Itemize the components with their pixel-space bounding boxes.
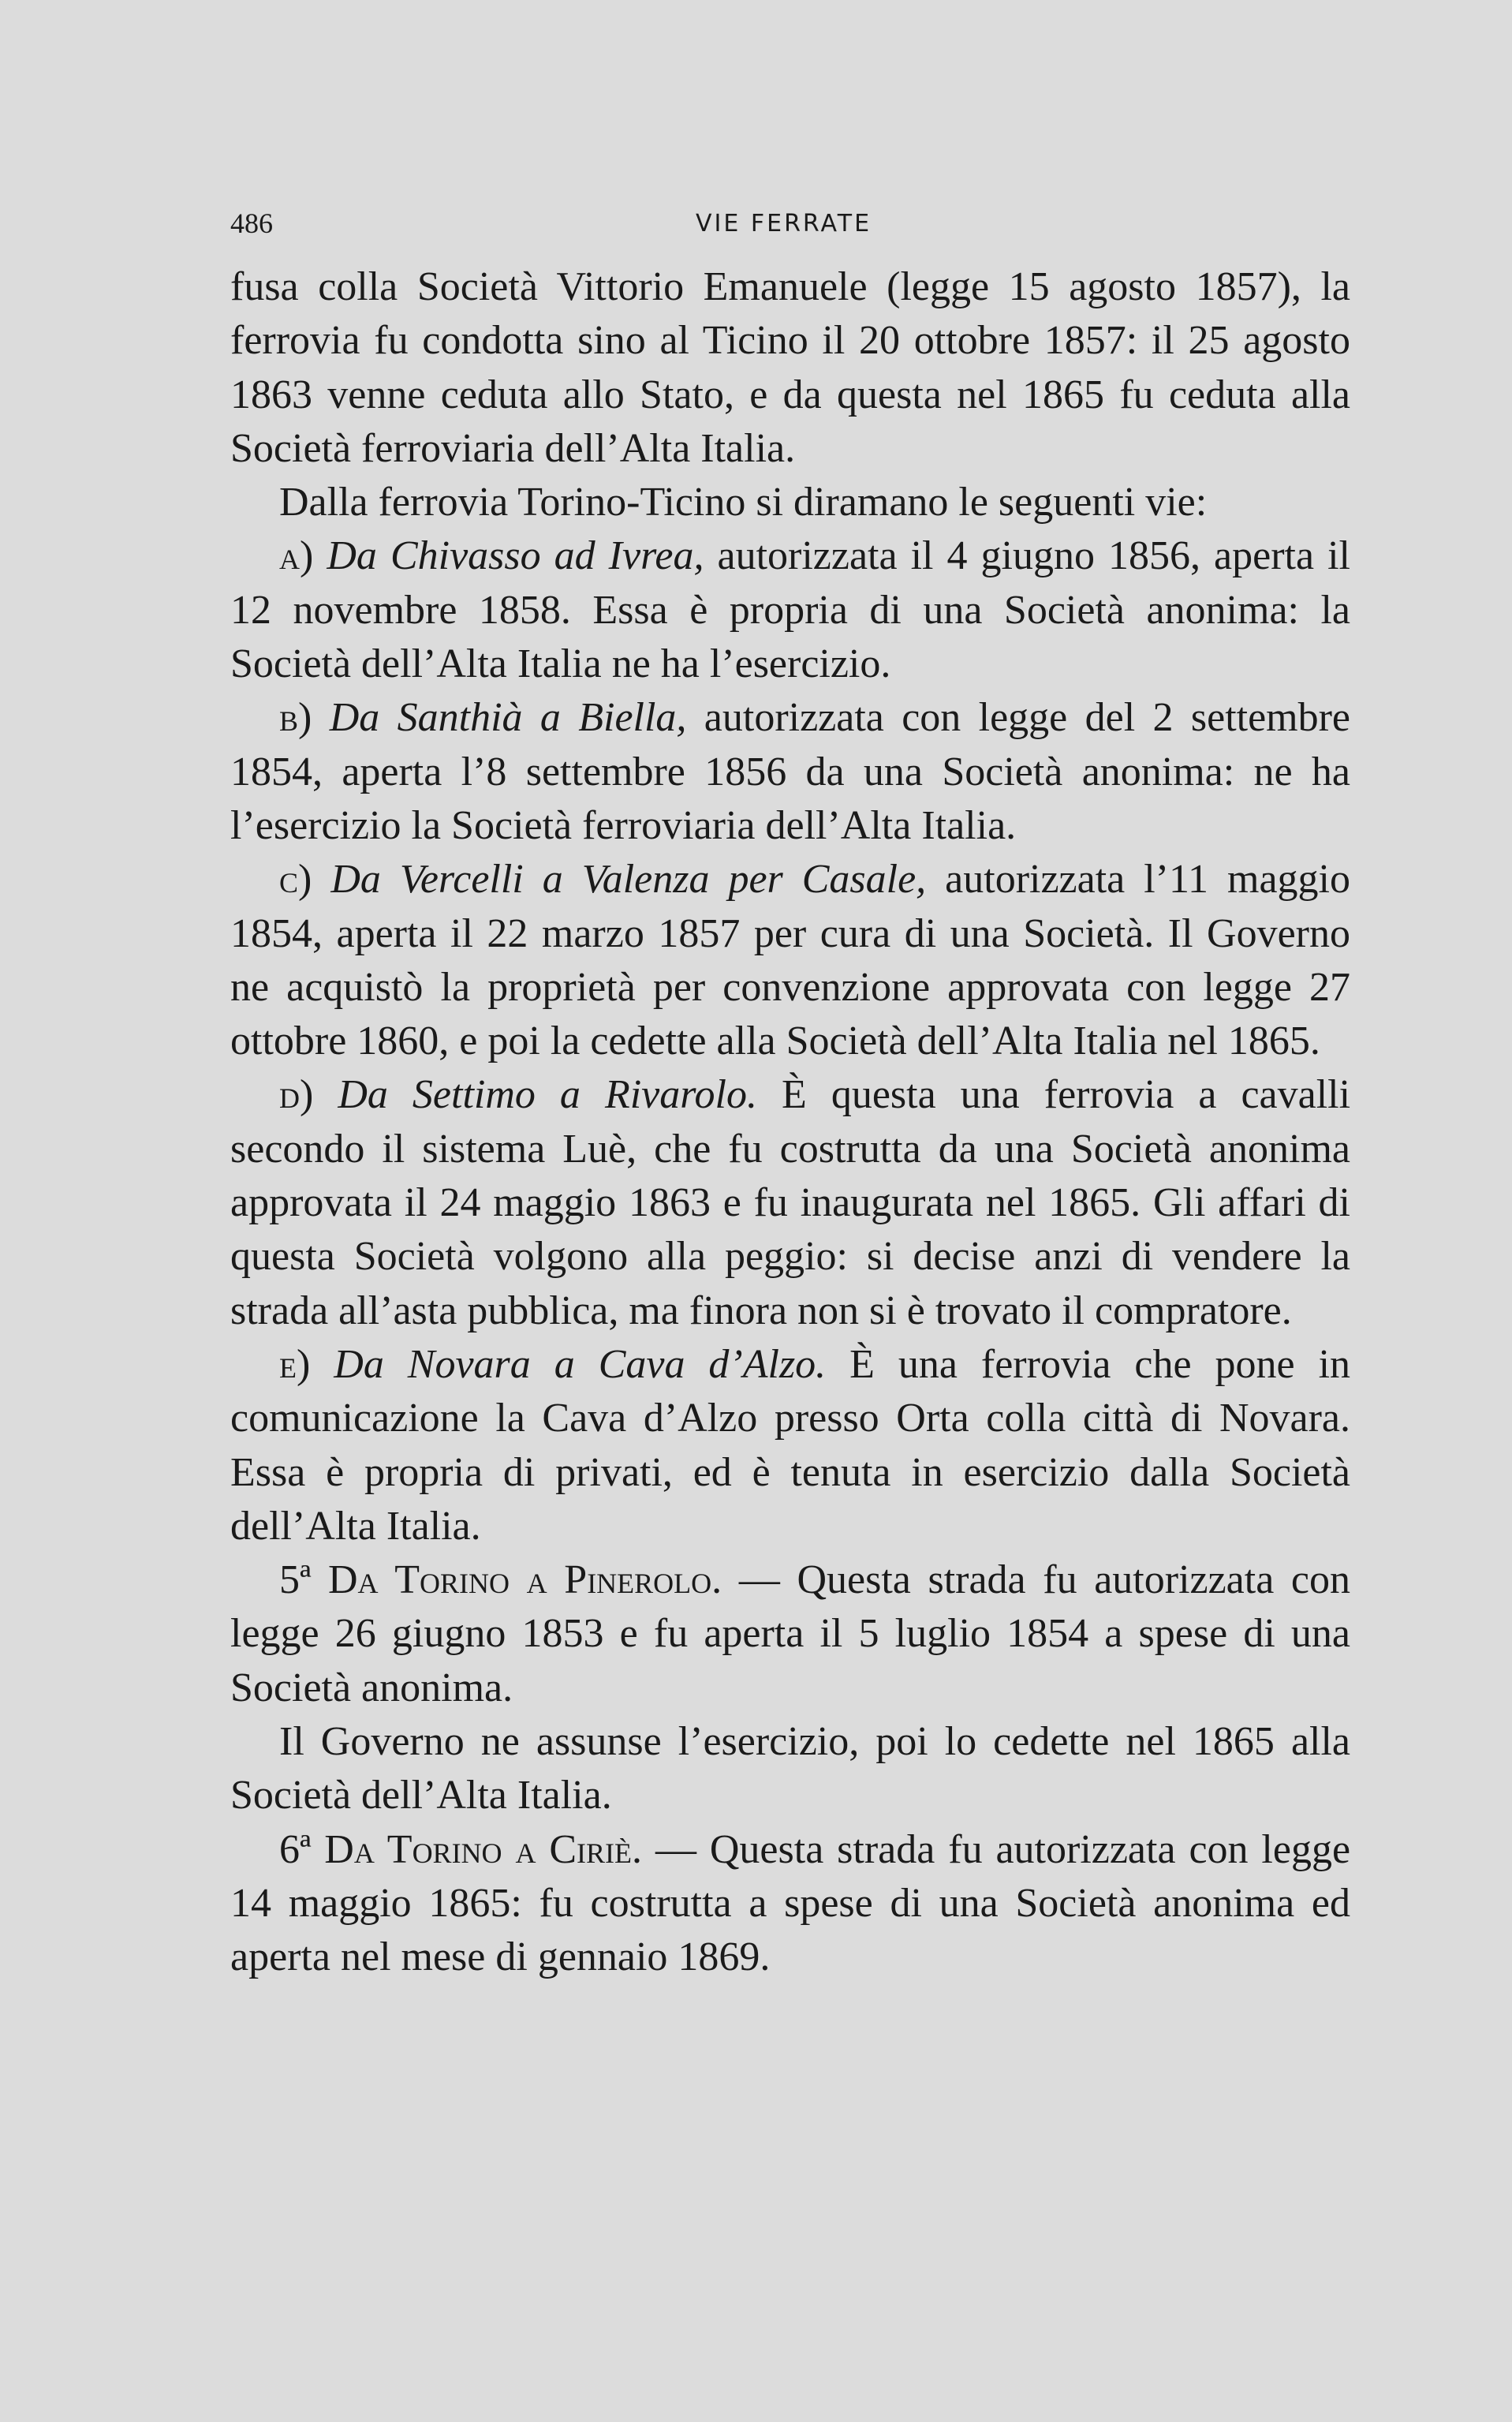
list-item-c — [230, 853, 1350, 1068]
section-title: Da Torino a Ciriè. — [324, 1826, 643, 1872]
item-title: Da Chivasso ad Ivrea, — [327, 533, 704, 579]
item-letter: c) — [279, 857, 312, 903]
section-number: 6ª — [279, 1826, 312, 1872]
running-title: VIE FERRATE — [696, 210, 872, 237]
section-5 — [230, 1553, 1350, 1715]
section-title: Da Torino a Pinerolo. — [328, 1557, 722, 1603]
section-text: — Questa strada fu autorizzata con legge 14 maggio 1865: fu costrutta a spese di una Società anonima ed aperta nel mese di gennaio 1869. — [230, 1826, 1351, 1980]
item-letter: d) — [279, 1072, 314, 1118]
page-header — [230, 207, 1350, 246]
item-title: Da Vercelli a Valenza per Casale, — [330, 857, 927, 903]
paragraph: Il Governo ne assunse l’esercizio, poi lo cedette nel 1865 alla Società dell’Alta Italia. — [230, 1719, 1350, 1818]
list-item-a — [230, 529, 1350, 691]
section-6 — [230, 1823, 1350, 1985]
list-item-e — [230, 1338, 1350, 1553]
page-number: 486 — [230, 207, 273, 239]
item-text: autorizzata il 4 giugno 1856, aperta il 12 novembre 1858. Essa è propria di una Società anonima: la Società dell’Alta Italia ne ha l’esercizio. — [230, 533, 1350, 687]
item-title: Da Novara a Cava d’Alzo. — [334, 1341, 827, 1387]
item-text: È questa una ferrovia a cavalli secondo il sistema Luè, che fu costrutta da una Società anonima approvata il 24 maggio 1863 e fu inaugurata nel 1865. Gli affari di questa Società volgono alla peggio: si decise anzi di vendere la strada all’asta pubblica, ma finora non si è trovato il compratore. — [230, 1072, 1351, 1333]
item-text: autorizzata l’11 maggio 1854, aperta il 22 marzo 1857 per cura di una Società. Il Governo ne acquistò la proprietà per convenzione approvata con legge 27 ottobre 1860, e poi la cedette alla Società dell’Alta Italia nel 1865. — [230, 857, 1351, 1064]
item-title: Da Santhià a Biella, — [329, 695, 687, 741]
body-text — [230, 260, 1350, 1985]
item-letter: b) — [279, 695, 312, 741]
item-text: autorizzata con legge del 2 settembre 1854, aperta l’8 settembre 1856 da una Società anonima: ne ha l’esercizio la Società ferroviaria dell’Alta Italia. — [230, 695, 1351, 848]
item-letter: e) — [279, 1341, 311, 1387]
section-text: — Questa strada fu autorizzata con legge 26 giugno 1853 e fu aperta il 5 luglio 1854 a spese di una Società anonima. — [230, 1557, 1351, 1710]
section-number: 5ª — [279, 1557, 312, 1603]
item-letter: a) — [279, 533, 314, 579]
item-title: Da Settimo a Rivarolo. — [338, 1072, 757, 1118]
paragraph: fusa colla Società Vittorio Emanuele (legge 15 agosto 1857), la ferrovia fu condotta sino al Ticino il 20 ottobre 1857: il 25 agosto 1863 venne ceduta allo Stato, e da questa nel 1865 fu ceduta alla Società ferroviaria dell’Alta Italia. — [230, 264, 1350, 471]
list-item-b — [230, 691, 1350, 853]
paragraph: Dalla ferrovia Torino-Ticino si diramano le seguenti vie: — [279, 480, 1208, 525]
list-item-d — [230, 1068, 1350, 1337]
item-text: È una ferrovia che pone in comunicazione la Cava d’Alzo presso Orta colla città di Novara. Essa è propria di privati, ed è tenuta in esercizio dalla Società dell’Alta Italia. — [230, 1341, 1351, 1549]
